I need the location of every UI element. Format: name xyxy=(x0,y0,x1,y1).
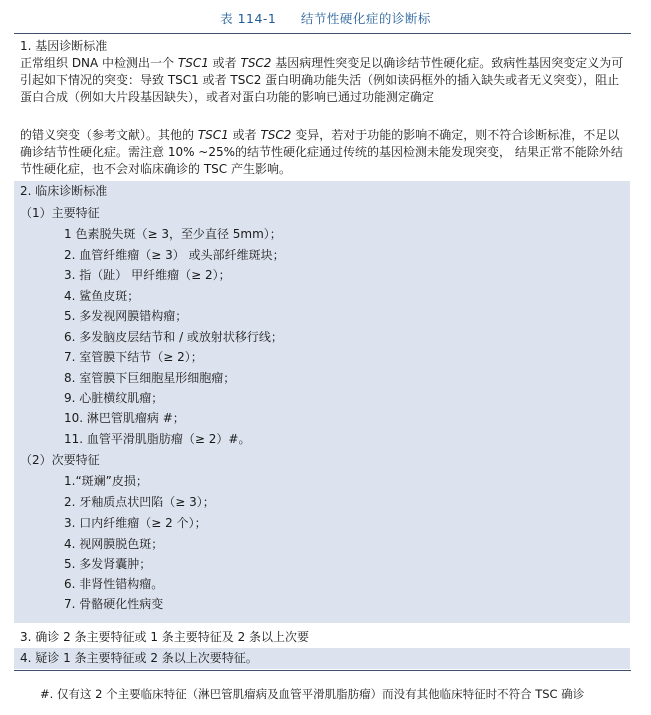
gene-tsc2: TSC2 xyxy=(240,56,272,70)
major-feature-item: 9. 心脏横纹肌瘤； xyxy=(64,391,164,405)
gene-tsc1: TSC1 xyxy=(177,56,209,70)
major-feature-item: 2. 血管纤维瘤（≥ 3） 或头部纤维斑块； xyxy=(64,248,285,262)
gene-tsc1: TSC1 xyxy=(197,128,229,142)
table-caption xyxy=(0,9,651,27)
section1-heading: 1. 基因诊断标准 xyxy=(20,39,108,53)
major-feature-item: 10. 淋巴管肌瘤病 #； xyxy=(64,411,185,425)
definite-diagnosis-row: 3. 确诊 2 条主要特征或 1 条主要特征及 2 条以上次要 xyxy=(20,630,310,644)
table-footnote: #. 仅有这 2 个主要临床特征（淋巴管肌瘤病及血管平滑肌脂肪瘤）而没有其他临床特征时不符合 TSC 确诊 xyxy=(40,687,585,701)
minor-features-heading: （2）次要特征 xyxy=(20,453,100,467)
minor-feature-item: 7. 骨骼硬化性病变 xyxy=(64,597,164,611)
table-title: 结节性硬化症的诊断标 xyxy=(300,11,431,26)
major-feature-item: 8. 室管膜下巨细胞星形细胞瘤； xyxy=(64,371,236,385)
major-feature-item: 7. 室管膜下结节（≥ 2）； xyxy=(64,350,203,364)
minor-feature-item: 5. 多发肾囊肿； xyxy=(64,557,152,571)
minor-feature-item: 1.“斑斓”皮损； xyxy=(64,474,148,488)
section1-paragraph-b: 的错义突变（参考文献）。其他的 TSC1 或者 TSC2 变异，若对于功能的影响不确定，则不符合诊断标准，不足以确诊结节性硬化症。需注意 10% ~25%的结节性硬化症通过传统的基因检测未能发现突变， 结果正常不能除外结节性硬化症，也不会对临床确诊的 TSC 产生影响。 xyxy=(20,128,623,176)
major-feature-item: 1 色素脱失斑（≥ 3，至少直径 5mm）； xyxy=(64,227,282,241)
possible-diagnosis-row: 4. 疑诊 1 条主要特征或 2 条以上次要特征。 xyxy=(20,651,258,665)
minor-feature-item: 4. 视网膜脱色斑； xyxy=(64,537,164,551)
minor-feature-item: 6. 非肾性错构瘤。 xyxy=(64,577,164,591)
section1-paragraph-a: 正常组织 DNA 中检测出一个 TSC1 或者 TSC2 基因病理性突变足以确诊结节性硬化症。致病性基因突变定义为可引起如下情况的突变：导致 TSC1 或者 TSC2 蛋白明确功能失活（例如读码框外的插入缺失或者无义突变），阻止蛋白合成（例如大片段基因缺失），或者对蛋白功能的影响已通过功能测定确定 xyxy=(20,56,624,104)
minor-feature-item: 3. 口内纤维瘤（≥ 2 个）； xyxy=(64,516,207,530)
table-bottom-rule xyxy=(14,670,631,671)
major-feature-item: 5. 多发视网膜错构瘤； xyxy=(64,309,188,323)
minor-feature-item: 2. 牙釉质点状凹陷（≥ 3）； xyxy=(64,495,215,509)
major-features-heading: （1）主要特征 xyxy=(20,206,100,220)
major-feature-item: 3. 指（趾） 甲纤维瘤（≥ 2）； xyxy=(64,268,231,282)
section2-heading: 2. 临床诊断标准 xyxy=(20,184,108,198)
major-feature-item: 6. 多发脑皮层结节和 / 或放射状移行线； xyxy=(64,330,283,344)
table-number: 表 114-1 xyxy=(220,11,277,26)
major-feature-item: 4. 鲨鱼皮斑； xyxy=(64,289,140,303)
major-feature-item: 11. 血管平滑肌脂肪瘤（≥ 2）#。 xyxy=(64,432,251,446)
gene-tsc2: TSC2 xyxy=(260,128,292,142)
table-top-rule xyxy=(14,33,631,34)
